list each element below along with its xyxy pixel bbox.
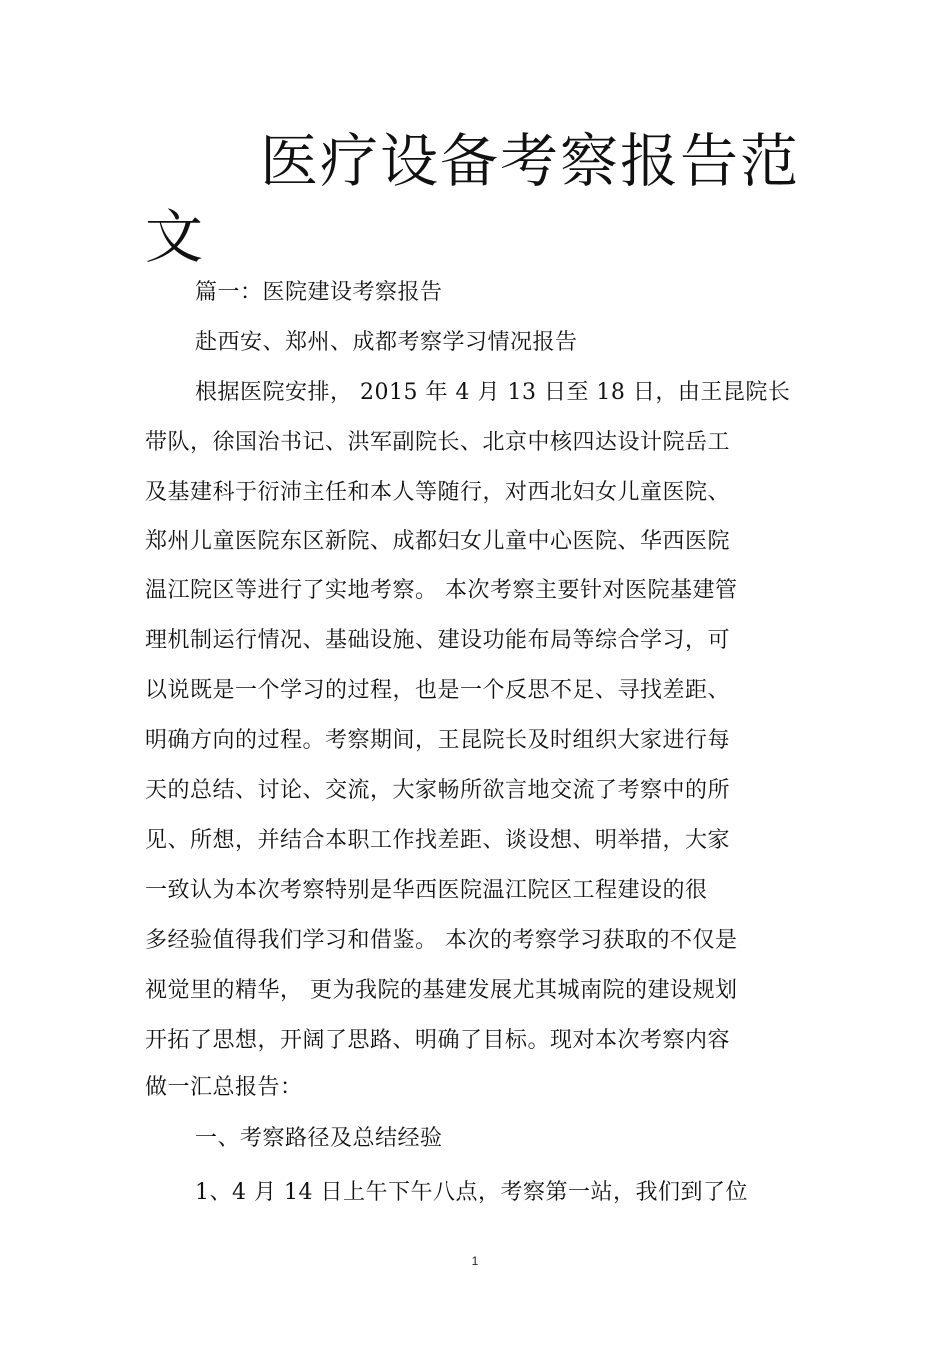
body-line: 多经验值得我们学习和借鉴。 本次的考察学习获取的不仅是 [145, 928, 738, 953]
page-number: 1 [471, 1254, 479, 1268]
body-line: 开拓了思想，开阔了思路、明确了目标。现对本次考察内容 [145, 1028, 731, 1053]
document-title-line-1: 医疗设备考察报告范 [260, 127, 801, 195]
body-line: 及基建科于衍沛主任和本人等随行，对西北妇女儿童医院、 [145, 480, 731, 505]
section-heading: 一、考察路径及总结经验 [195, 1126, 443, 1151]
body-line: 理机制运行情况、基础设施、建设功能布局等综合学习，可 [145, 628, 731, 653]
body-line: 视觉里的精华， 更为我院的基建发展尤其城南院的建设规划 [145, 978, 738, 1003]
body-line: 温江院区等进行了实地考察。 本次考察主要针对医院基建管 [145, 578, 738, 603]
body-line: 见、所想，并结合本职工作找差距、谈设想、明举措，大家 [145, 828, 731, 853]
body-line: 明确方向的过程。考察期间，王昆院长及时组织大家进行每 [145, 728, 731, 753]
report-subtitle: 赴西安、郑州、成都考察学习情况报告 [195, 330, 578, 355]
body-line: 根据医院安排， 2015 年 4 月 13 日至 18 日，由王昆院长 [195, 380, 791, 405]
body-line: 一致认为本次考察特别是华西医院温江院区工程建设的很 [145, 878, 708, 903]
section-heading: 篇一：医院建设考察报告 [195, 280, 443, 305]
body-line: 做一汇总报告： [145, 1075, 303, 1100]
document-title-line-2: 文 [145, 203, 206, 271]
body-line: 郑州儿童医院东区新院、成都妇女儿童中心医院、华西医院 [145, 529, 731, 554]
body-line: 带队，徐国治书记、洪军副院长、北京中核四达设计院岳工 [145, 430, 731, 455]
body-line: 以说既是一个学习的过程，也是一个反思不足、寻找差距、 [145, 678, 731, 703]
body-line: 天的总结、讨论、交流，大家畅所欲言地交流了考察中的所 [145, 778, 731, 803]
body-line: 1、4 月 14 日上午下午八点，考察第一站，我们到了位 [195, 1180, 748, 1205]
